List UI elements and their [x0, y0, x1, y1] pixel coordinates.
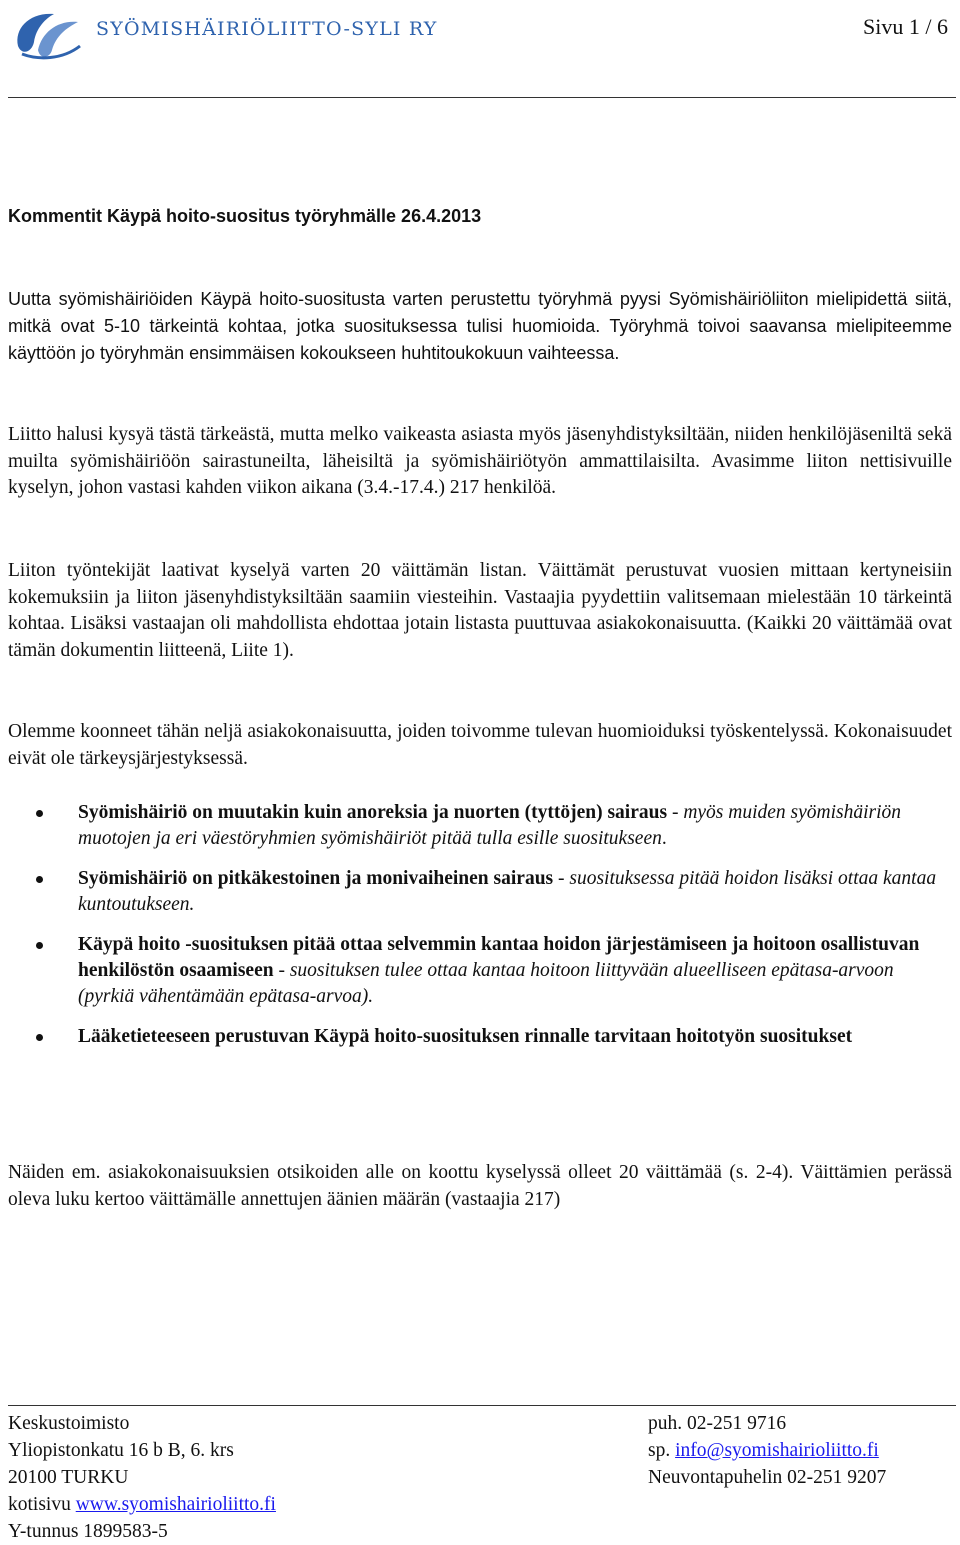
footer-address [8, 1410, 276, 1545]
paragraph-intro: Uutta syömishäiriöiden Käypä hoito-suositusta varten perustettu työryhmä pyysi Syömishäiriöliiton mielipidettä siitä, mitkä ovat 5-10 tärkeintä kohtaa, jotka suosituksessa tulisi huomioida. Työryhmä toivoi saavansa mielipiteemme käyttöön jo työryhmän ensimmäisen kokoukseen huhtitoukokuun vaihteessa. [8, 289, 952, 363]
point-heading: Syömishäiriö on pitkäkestoinen ja monivaiheinen sairaus [78, 868, 554, 889]
homepage-link[interactable]: www.syomishairioliitto.fi [75, 1494, 276, 1515]
email-line: sp. info@syomishairioliitto.fi [648, 1440, 879, 1461]
key-points-list [8, 800, 952, 1064]
paragraph-note: Näiden em. asiakokonaisuuksien otsikoiden alle on koottu kyselyssä olleet 20 väittämää (s. 2-4). Väittämien perässä oleva luku kertoo väittämälle annettujen äänien määrän (vastaajia 217) [8, 1162, 952, 1210]
point-heading: Syömishäiriö on muutakin kuin anoreksia ja nuorten (tyttöjen) sairaus [78, 802, 668, 823]
bullet-icon [36, 1034, 43, 1041]
footer-contacts [648, 1410, 886, 1491]
business-id: Y-tunnus 1899583-5 [8, 1521, 168, 1542]
bullet-icon [36, 942, 43, 949]
document-title: Kommentit Käypä hoito-suositus työryhmälle 26.4.2013 [8, 206, 482, 226]
email-link[interactable]: info@syomishairioliitto.fi [675, 1440, 879, 1461]
paragraph-summary: Olemme koonneet tähän neljä asiakokonaisuutta, joiden toivomme tulevan huomioiduksi työskentelyssä. Kokonaisuudet eivät ole tärkeysjärjestyksessä. [8, 721, 952, 769]
syli-logo-icon [8, 6, 86, 62]
paragraph-survey: Liitto halusi kysyä tästä tärkeästä, mutta melko vaikeasta asiasta myös jäsenyhdistyksiltään, niiden henkilöjäseniltä sekä muilta syömishäiriöön sairastuneilta, läheisiltä ja syömishäiriötyön ammattilaisilta. Avasimme liiton nettisivuille kyselyn, johon vastasi kahden viikon aikana (3.4.-17.4.) 217 henkilöä. [8, 424, 952, 498]
point-detail: myös muiden syömishäiriön muotojen ja eri väestöryhmien syömishäiriöt pitää tulla esille suositukseen [78, 802, 902, 849]
point-heading: Käypä hoito -suosituksen pitää ottaa selvemmin kantaa hoidon järjestämiseen ja hoitoon osallistuvan henkilöstön osaamiseen [78, 934, 920, 981]
homepage-line: kotisivu www.syomishairioliitto.fi [8, 1494, 276, 1515]
list-item: Syömishäiriö on muutakin kuin anoreksia ja nuorten (tyttöjen) sairaus - myös muiden syömishäiriön muotojen ja eri väestöryhmien syömishäiriöt pitää tulla esille suositukseen. [8, 800, 952, 852]
point-detail: suosituksen tulee ottaa kantaa hoitoon liittyvään alueelliseen epätasa-arvoon (pyrkiä vähentämään epätasa-arvoa). [78, 960, 894, 1007]
postal-address: 20100 TURKU [8, 1467, 129, 1488]
organization-name: SYÖMISHÄIRIÖLIITTO-SYLI RY [96, 18, 438, 40]
street-address: Yliopistonkatu 16 b B, 6. krs [8, 1440, 234, 1461]
page-header [0, 0, 960, 100]
phone-number: puh. 02-251 9716 [648, 1413, 787, 1434]
header-divider [8, 97, 956, 98]
list-item: Käypä hoito -suosituksen pitää ottaa selvemmin kantaa hoidon järjestämiseen ja hoitoon osallistuvan henkilöstön osaamiseen - suosituksen tulee ottaa kantaa hoitoon liittyvään alueelliseen epätasa-arvoon (pyrkiä vähentämään epätasa-arvoa). [8, 932, 952, 1010]
point-heading: Lääketieteeseen perustuvan Käypä hoito-suosituksen rinnalle tarvitaan hoitotyön suositukset [78, 1026, 853, 1047]
list-item [8, 1024, 952, 1050]
point-detail: suosituksessa pitää hoidon lisäksi ottaa kantaa kuntoutukseen. [78, 868, 937, 915]
list-item: Syömishäiriö on pitkäkestoinen ja monivaiheinen sairaus - suosituksessa pitää hoidon lisäksi ottaa kantaa kuntoutukseen. [8, 866, 952, 918]
bullet-icon [36, 876, 43, 883]
office-name: Keskustoimisto [8, 1413, 130, 1434]
bullet-icon [36, 810, 43, 817]
paragraph-statements: Liiton työntekijät laativat kyselyä varten 20 väittämän listan. Väittämät perustuvat vuosien mittaan kertyneisiin kokemuksiin ja liiton jäsenyhdistyksiltään saamiin viesteihin. Vastaajia pyydettiin valitsemaan mielestään 10 tärkeintä kohtaa. Lisäksi vastaajan oli mahdollista ehdottaa jotain listasta puuttuvaa asiakokonaisuutta. (Kaikki 20 väittämää ovat tämän dokumentin liitteenä, Liite 1). [8, 560, 952, 661]
helpline-number: Neuvontapuhelin 02-251 9207 [648, 1467, 887, 1488]
page-number: Sivu 1 / 6 [863, 14, 948, 39]
footer-divider [8, 1405, 956, 1406]
